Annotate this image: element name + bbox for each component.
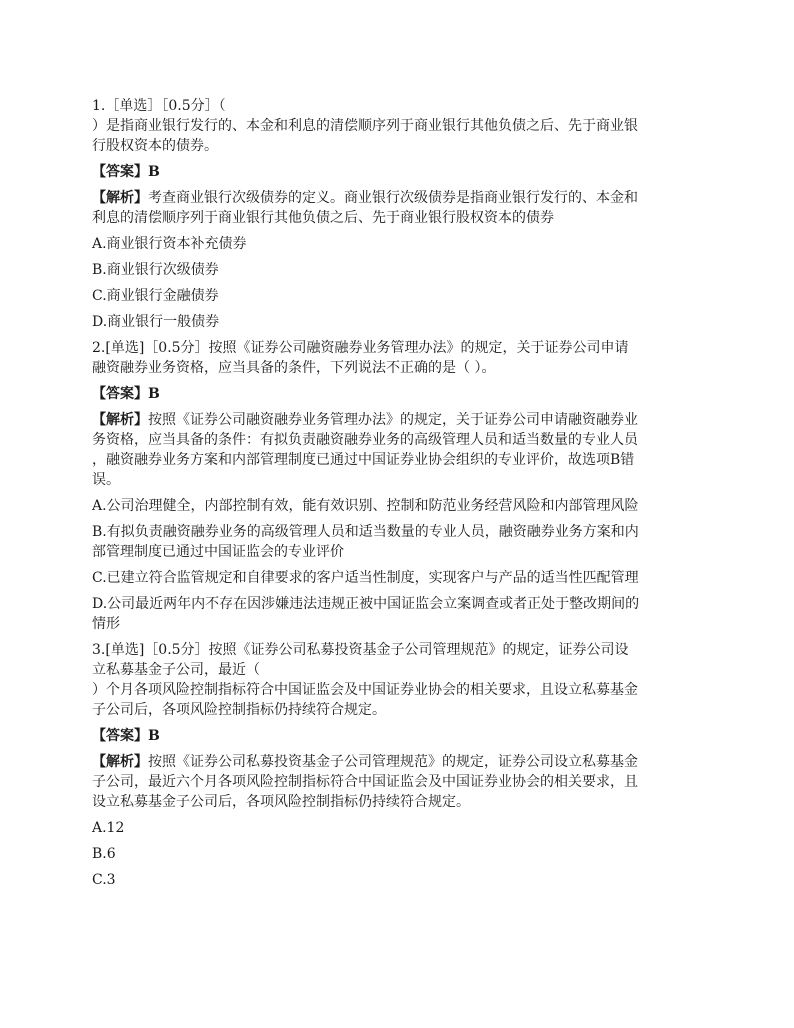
analysis-line: 务资格，应当具备的条件：有拟负责融资融券业务的高级管理人员和适当数量的专业人员	[92, 432, 638, 448]
answer-tag: 【答案】	[92, 164, 148, 180]
answer-line	[92, 162, 704, 182]
option-a: A.商业银行资本补充债券	[92, 236, 247, 252]
question-3	[92, 640, 704, 890]
analysis-text: 按照《证券公司融资融券业务管理办法》的规定，关于证券公司申请融资融券业	[148, 412, 638, 428]
option-c: C.3	[92, 872, 116, 888]
question-stem-line: 行股权资本的债券。	[92, 138, 218, 154]
analysis-line: 误。	[92, 472, 120, 488]
answer-line	[92, 726, 704, 746]
document-page	[92, 96, 704, 890]
analysis-line: 利息的清偿顺序列于商业银行其他负债之后、先于商业银行股权资本的债券	[92, 210, 554, 226]
answer-value: B	[148, 728, 160, 744]
analysis-text: 考查商业银行次级债券的定义。商业银行次级债券是指商业银行发行的、本金和	[148, 190, 638, 206]
question-stem-line: 3.[单选]［0.5分］按照《证券公司私募投资基金子公司管理规范》的规定，证券公司设	[92, 642, 629, 658]
question-1	[92, 96, 704, 332]
analysis-line: 子公司，最近六个月各项风险控制指标符合中国证监会及中国证券业协会的相关要求，且	[92, 774, 638, 790]
answer-tag: 【答案】	[92, 386, 148, 402]
answer-value: B	[148, 386, 160, 402]
option-c: C.商业银行金融债券	[92, 288, 219, 304]
analysis-line: 设立私募基金子公司后，各项风险控制指标仍持续符合规定。	[92, 794, 470, 810]
question-stem-line: ）个月各项风险控制指标符合中国证监会及中国证券业协会的相关要求，且设立私募基金	[92, 682, 638, 698]
question-stem-line: 1.［单选］［0.5分］（	[92, 98, 226, 114]
analysis-tag: 【解析】	[92, 412, 148, 428]
analysis-line	[92, 410, 704, 430]
analysis-line: ，融资融券业务方案和内部管理制度已通过中国证券业协会组织的专业评价，故选项B错	[92, 452, 635, 468]
question-stem-line: 子公司后，各项风险控制指标仍持续符合规定。	[92, 702, 386, 718]
question-stem-line: ）是指商业银行发行的、本金和利息的清偿顺序列于商业银行其他负债之后、先于商业银	[92, 118, 638, 134]
answer-value: B	[148, 164, 160, 180]
analysis-line	[92, 188, 704, 208]
option-d-cont: 情形	[92, 616, 120, 632]
option-b: B.有拟负责融资融券业务的高级管理人员和适当数量的专业人员，融资融券业务方案和内	[92, 524, 639, 540]
question-2	[92, 338, 704, 634]
option-b-cont: 部管理制度已通过中国证监会的专业评价	[92, 544, 344, 560]
answer-line	[92, 384, 704, 404]
option-d: D.商业银行一般债券	[92, 314, 220, 330]
question-stem-line: 立私募基金子公司，最近（	[92, 662, 260, 678]
option-d: D.公司最近两年内不存在因涉嫌违法违规正被中国证监会立案调查或者正处于整改期间的	[92, 596, 640, 612]
option-c: C.已建立符合监管规定和自律要求的客户适当性制度，实现客户与产品的适当性匹配管理	[92, 570, 639, 586]
analysis-tag: 【解析】	[92, 754, 148, 770]
option-b: B.6	[92, 846, 116, 862]
question-stem-line: 2.[单选]［0.5分］按照《证券公司融资融券业务管理办法》的规定，关于证券公司申请	[92, 340, 629, 356]
analysis-line	[92, 752, 704, 772]
option-a: A.12	[92, 820, 125, 836]
answer-tag: 【答案】	[92, 728, 148, 744]
analysis-text: 按照《证券公司私募投资基金子公司管理规范》的规定，证券公司设立私募基金	[148, 754, 638, 770]
question-stem-line: 融资融券业务资格，应当具备的条件，下列说法不正确的是（ ）。	[92, 360, 496, 376]
analysis-tag: 【解析】	[92, 190, 148, 206]
option-b: B.商业银行次级债券	[92, 262, 219, 278]
option-a: A.公司治理健全，内部控制有效，能有效识别、控制和防范业务经营风险和内部管理风险	[92, 498, 639, 514]
